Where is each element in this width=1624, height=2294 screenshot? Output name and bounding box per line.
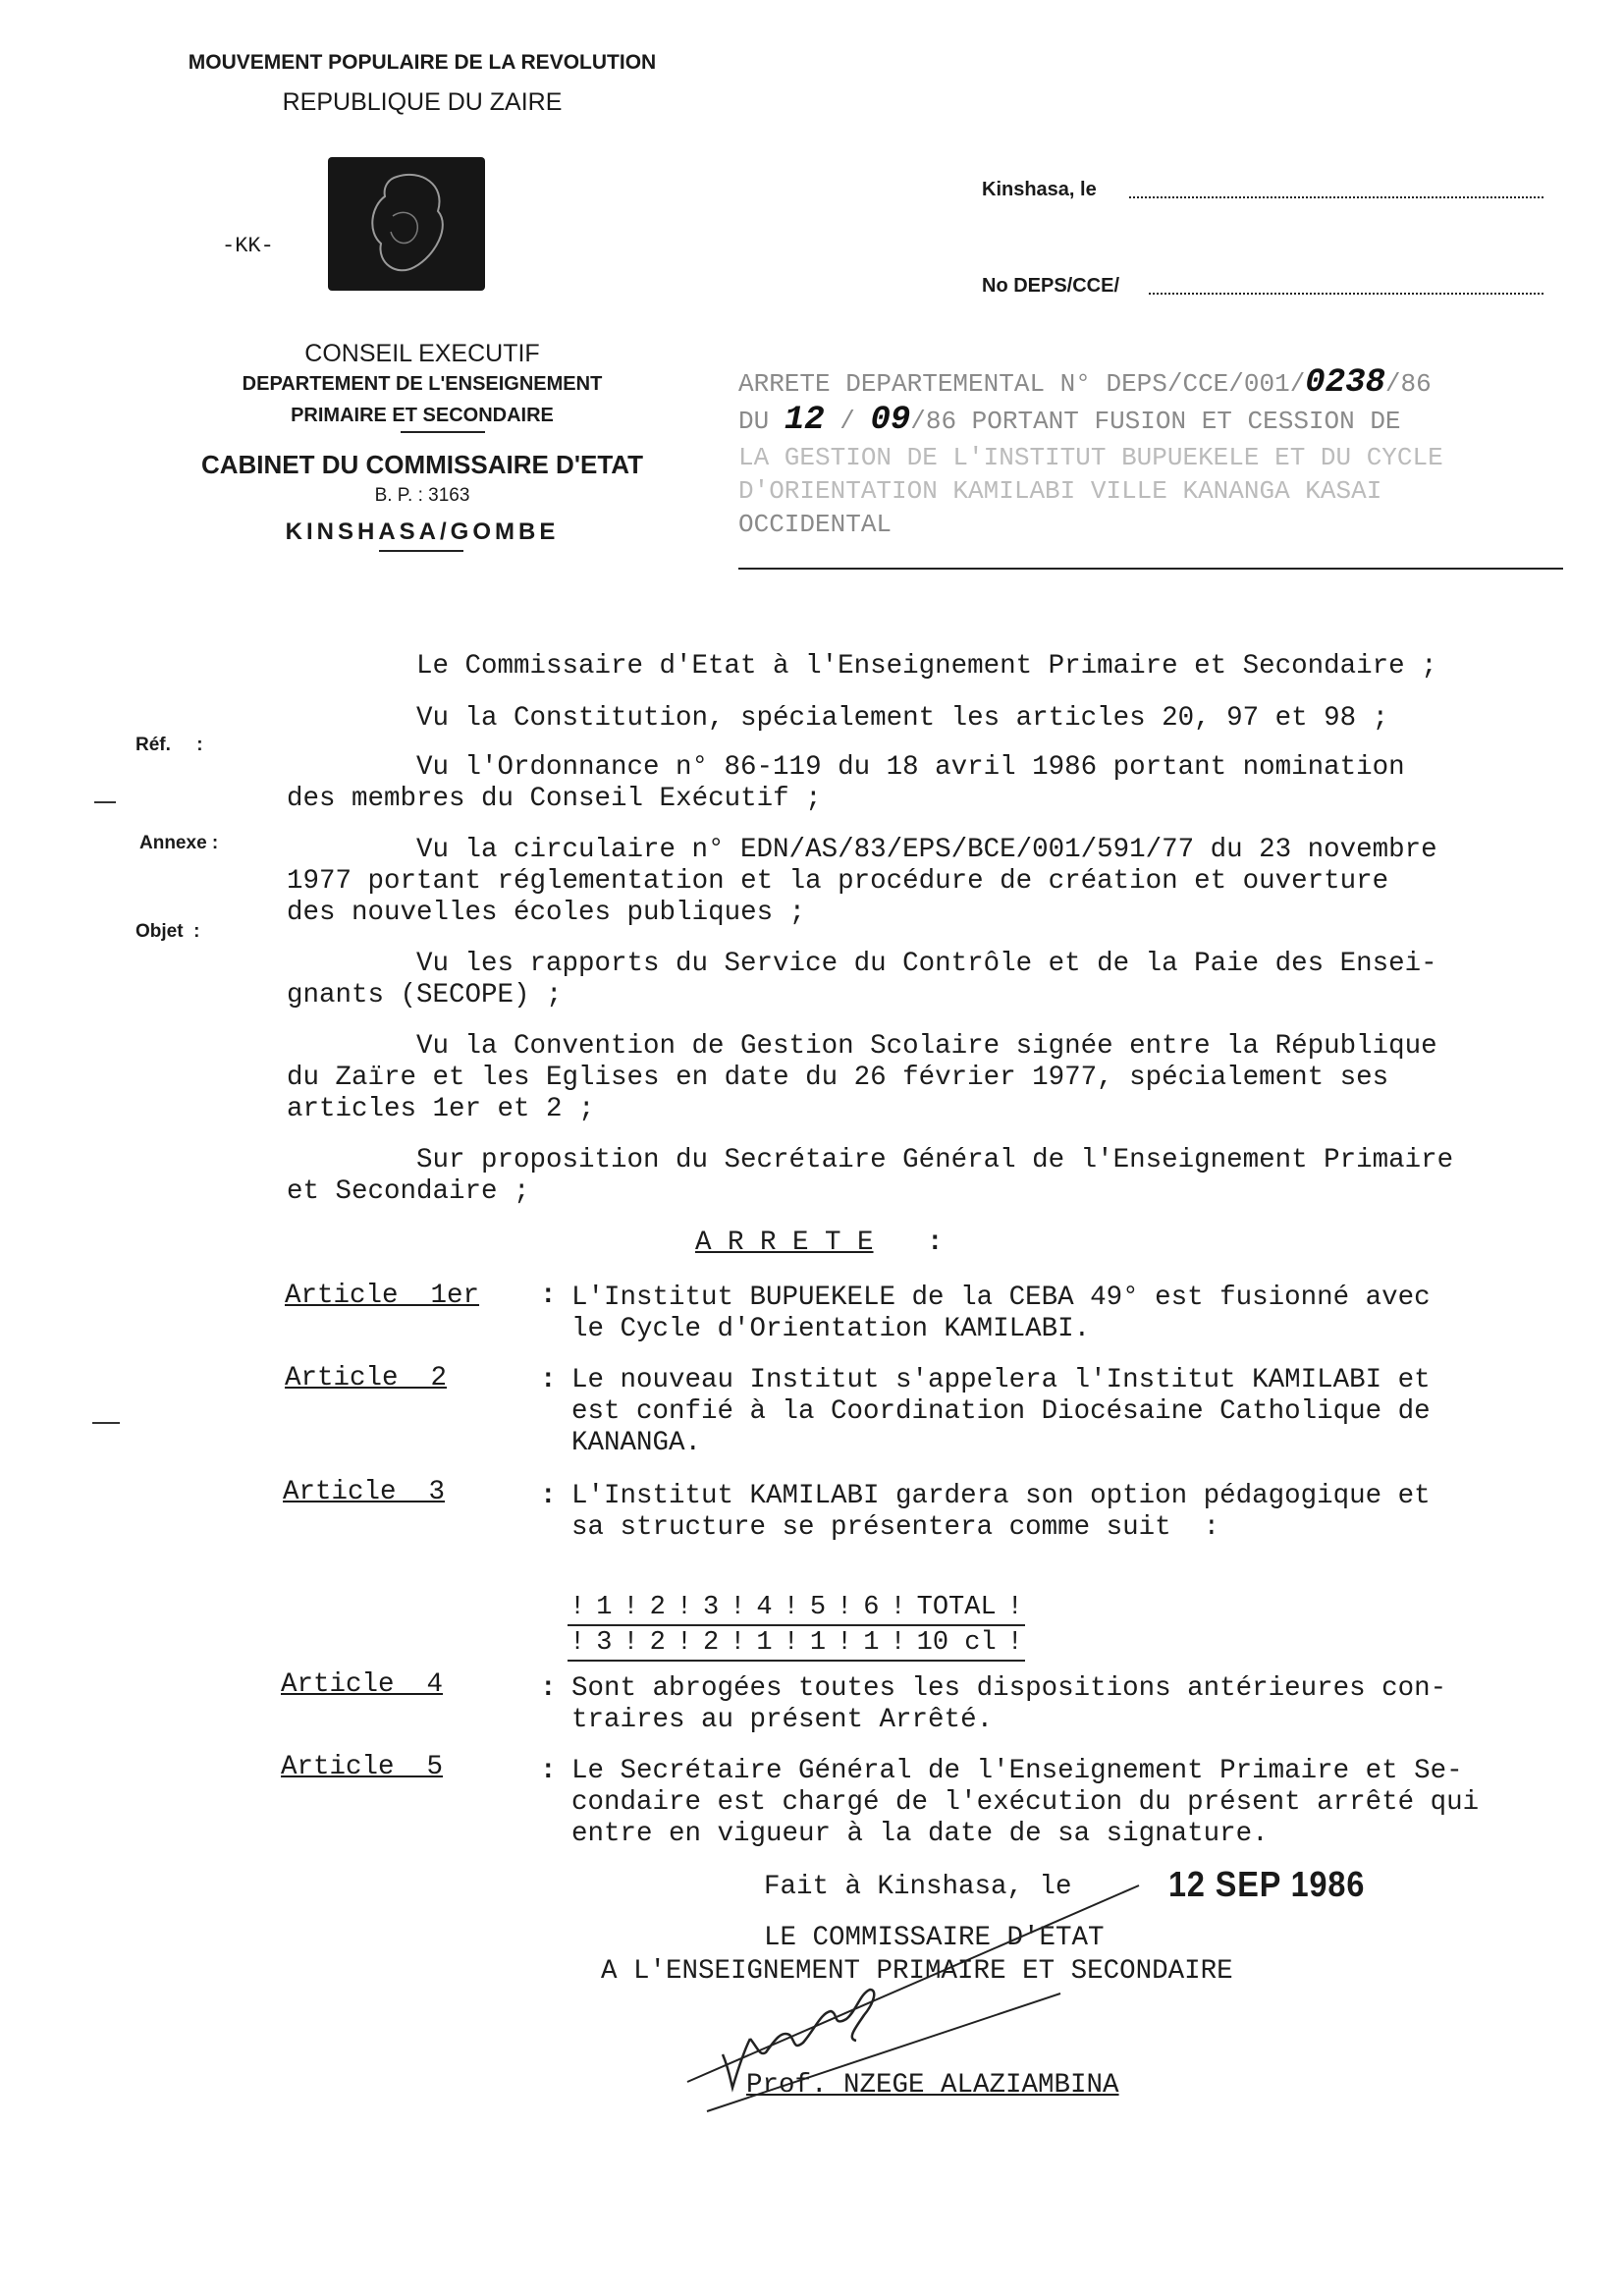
margin-ref-label: Réf. : bbox=[135, 735, 203, 755]
place-date-label: Kinshasa, le bbox=[982, 179, 1097, 200]
preamble-convention-1: Vu la Convention de Gestion Scolaire signée entre la République bbox=[416, 1031, 1437, 1062]
article-1-line-1: L'Institut BUPUEKELE de la CEBA 49° est fusionné avec bbox=[571, 1283, 1431, 1313]
title-line-5: OCCIDENTAL bbox=[738, 510, 893, 539]
article-5-line-3: entre en vigueur à la date de sa signature. bbox=[571, 1819, 1269, 1849]
title-line-2: DU 12 / 09/86 PORTANT FUSION ET CESSION DE bbox=[738, 402, 1401, 439]
article-4-line-2: traires au présent Arrêté. bbox=[571, 1705, 994, 1735]
closing-title-1: LE COMMISSAIRE D'ETAT bbox=[764, 1923, 1105, 1953]
header-department-line1: DEPARTEMENT DE L'ENSEIGNEMENT bbox=[242, 373, 603, 395]
article-5-line-2: condaire est chargé de l'exécution du présent arrêté qui bbox=[571, 1787, 1480, 1818]
structure-value-cell: 3 bbox=[587, 1625, 621, 1661]
decree-heading: A R R E T E bbox=[695, 1228, 874, 1258]
margin-annex-label: Annexe : bbox=[139, 833, 219, 853]
structure-value-row: ! 3 ! 2 ! 2 ! 1 ! 1 ! 1 ! 10 cl ! bbox=[568, 1625, 1025, 1661]
title-line-3: LA GESTION DE L'INSTITUT BUPUEKELE ET DU CYCLE bbox=[738, 443, 1443, 472]
header-department-line2: PRIMAIRE ET SECONDAIRE bbox=[291, 405, 554, 426]
article-3-label: Article 3 bbox=[283, 1477, 446, 1507]
title-decree-number: 0238 bbox=[1305, 364, 1385, 402]
article-2-label: Article 2 bbox=[285, 1363, 448, 1393]
title-month: 09 bbox=[870, 402, 911, 439]
header-underline-city bbox=[379, 550, 463, 552]
article-2-line-3: KANANGA. bbox=[571, 1428, 702, 1458]
title-du: DU bbox=[738, 407, 785, 436]
title-line-4: D'ORIENTATION KAMILABI VILLE KANANGA KASAI bbox=[738, 476, 1382, 506]
article-2-line-1: Le nouveau Institut s'appelera l'Institut KAMILABI et bbox=[571, 1365, 1431, 1395]
header-underline-short bbox=[401, 431, 485, 433]
closing-title-2: A L'ENSEIGNEMENT PRIMAIRE ET SECONDAIRE bbox=[601, 1956, 1233, 1987]
class-structure-table bbox=[568, 1591, 1025, 1662]
handwritten-signature bbox=[628, 1846, 1178, 2121]
article-2-line-2: est confié à la Coordination Diocésaine Catholique de bbox=[571, 1396, 1431, 1427]
article-3-colon: : bbox=[540, 1481, 557, 1511]
structure-value-cell: 1 bbox=[801, 1625, 835, 1661]
structure-value-cell: 1 bbox=[854, 1625, 888, 1661]
title-line-1 bbox=[738, 364, 1432, 402]
header-cabinet: CABINET DU COMMISSAIRE D'ETAT bbox=[200, 450, 644, 479]
structure-header-cell: 4 bbox=[747, 1591, 781, 1625]
article-3-line-2: sa structure se présentera comme suit : bbox=[571, 1512, 1220, 1543]
header-code: -KK- bbox=[222, 234, 274, 258]
article-1-line-2: le Cycle d'Orientation KAMILABI. bbox=[571, 1314, 1091, 1344]
title-prefix: ARRETE DEPARTEMENTAL N° DEPS/CCE/001/ bbox=[738, 369, 1306, 399]
title-suffix: /86 PORTANT FUSION ET CESSION DE bbox=[910, 407, 1401, 436]
header-movement: MOUVEMENT POPULAIRE DE LA REVOLUTION bbox=[188, 51, 657, 74]
structure-header-cell: 1 bbox=[587, 1591, 621, 1625]
preamble-commissioner: Le Commissaire d'Etat à l'Enseignement Primaire et Secondaire ; bbox=[416, 651, 1437, 682]
place-date-line bbox=[1129, 196, 1543, 198]
article-1-label: Article 1er bbox=[285, 1281, 480, 1311]
structure-value-cell: 2 bbox=[641, 1625, 675, 1661]
structure-header-row: ! 1 ! 2 ! 3 ! 4 ! 5 ! 6 ! TOTAL ! bbox=[568, 1591, 1025, 1625]
margin-mark-2 bbox=[92, 1422, 120, 1424]
article-1-colon: : bbox=[540, 1281, 557, 1311]
structure-header-cell: 2 bbox=[641, 1591, 675, 1625]
structure-value-cell: 2 bbox=[694, 1625, 728, 1661]
signatory-name: Prof. NZEGE ALAZIAMBINA bbox=[746, 2070, 1119, 2101]
article-5-line-1: Le Secrétaire Général de l'Enseignement Primaire et Se- bbox=[571, 1756, 1463, 1786]
structure-value-cell: 10 cl bbox=[908, 1625, 1005, 1661]
structure-value-cell: 1 bbox=[747, 1625, 781, 1661]
closing-date-stamp: 12 SEP 1986 bbox=[1168, 1864, 1366, 1904]
preamble-constitution: Vu la Constitution, spécialement les articles 20, 97 et 98 ; bbox=[416, 703, 1389, 734]
ref-number-line bbox=[1149, 293, 1543, 295]
closing-place: Fait à Kinshasa, le bbox=[764, 1872, 1072, 1902]
decree-heading-colon: : bbox=[927, 1228, 944, 1258]
header-city: KINSHASA/GOMBE bbox=[285, 519, 560, 545]
preamble-convention-3: articles 1er et 2 ; bbox=[287, 1094, 595, 1124]
preamble-proposal-2: et Secondaire ; bbox=[287, 1176, 530, 1207]
preamble-convention-2: du Zaïre et les Eglises en date du 26 février 1977, spécialement ses bbox=[287, 1063, 1389, 1093]
article-5-colon: : bbox=[540, 1756, 557, 1786]
article-4-line-1: Sont abrogées toutes les dispositions antérieures con- bbox=[571, 1673, 1447, 1704]
preamble-circular-3: des nouvelles écoles publiques ; bbox=[287, 898, 806, 928]
margin-mark-1 bbox=[94, 801, 116, 803]
ref-number-label: No DEPS/CCE/ bbox=[982, 275, 1120, 297]
preamble-circular-1: Vu la circulaire n° EDN/AS/83/EPS/BCE/001/591/77 du 23 novembre bbox=[416, 835, 1437, 865]
structure-header-cell: 5 bbox=[801, 1591, 835, 1625]
emblem-seal bbox=[328, 157, 485, 291]
preamble-circular-2: 1977 portant réglementation et la procédure de création et ouverture bbox=[287, 866, 1389, 897]
title-day: 12 bbox=[784, 402, 825, 439]
header-council: CONSEIL EXECUTIF bbox=[304, 340, 540, 367]
structure-header-cell: 6 bbox=[854, 1591, 888, 1625]
preamble-ordinance-1: Vu l'Ordonnance n° 86-119 du 18 avril 1986 portant nomination bbox=[416, 752, 1405, 783]
structure-header-cell: 3 bbox=[694, 1591, 728, 1625]
preamble-reports-1: Vu les rapports du Service du Contrôle et de la Paie des Ensei- bbox=[416, 949, 1437, 979]
preamble-proposal-1: Sur proposition du Secrétaire Général de l'Enseignement Primaire bbox=[416, 1145, 1454, 1175]
title-underline bbox=[738, 568, 1563, 570]
article-4-colon: : bbox=[540, 1673, 557, 1704]
preamble-ordinance-2: des membres du Conseil Exécutif ; bbox=[287, 784, 822, 814]
article-4-label: Article 4 bbox=[281, 1669, 444, 1700]
title-year: /86 bbox=[1384, 369, 1432, 399]
header-bp: B. P. : 3163 bbox=[374, 485, 470, 506]
header-republic: REPUBLIQUE DU ZAIRE bbox=[282, 88, 563, 116]
article-2-colon: : bbox=[540, 1365, 557, 1395]
structure-header-cell: TOTAL bbox=[908, 1591, 1005, 1625]
article-5-label: Article 5 bbox=[281, 1752, 444, 1782]
preamble-reports-2: gnants (SECOPE) ; bbox=[287, 980, 563, 1010]
article-3-line-1: L'Institut KAMILABI gardera son option pédagogique et bbox=[571, 1481, 1431, 1511]
margin-subject-label: Objet : bbox=[135, 921, 200, 942]
